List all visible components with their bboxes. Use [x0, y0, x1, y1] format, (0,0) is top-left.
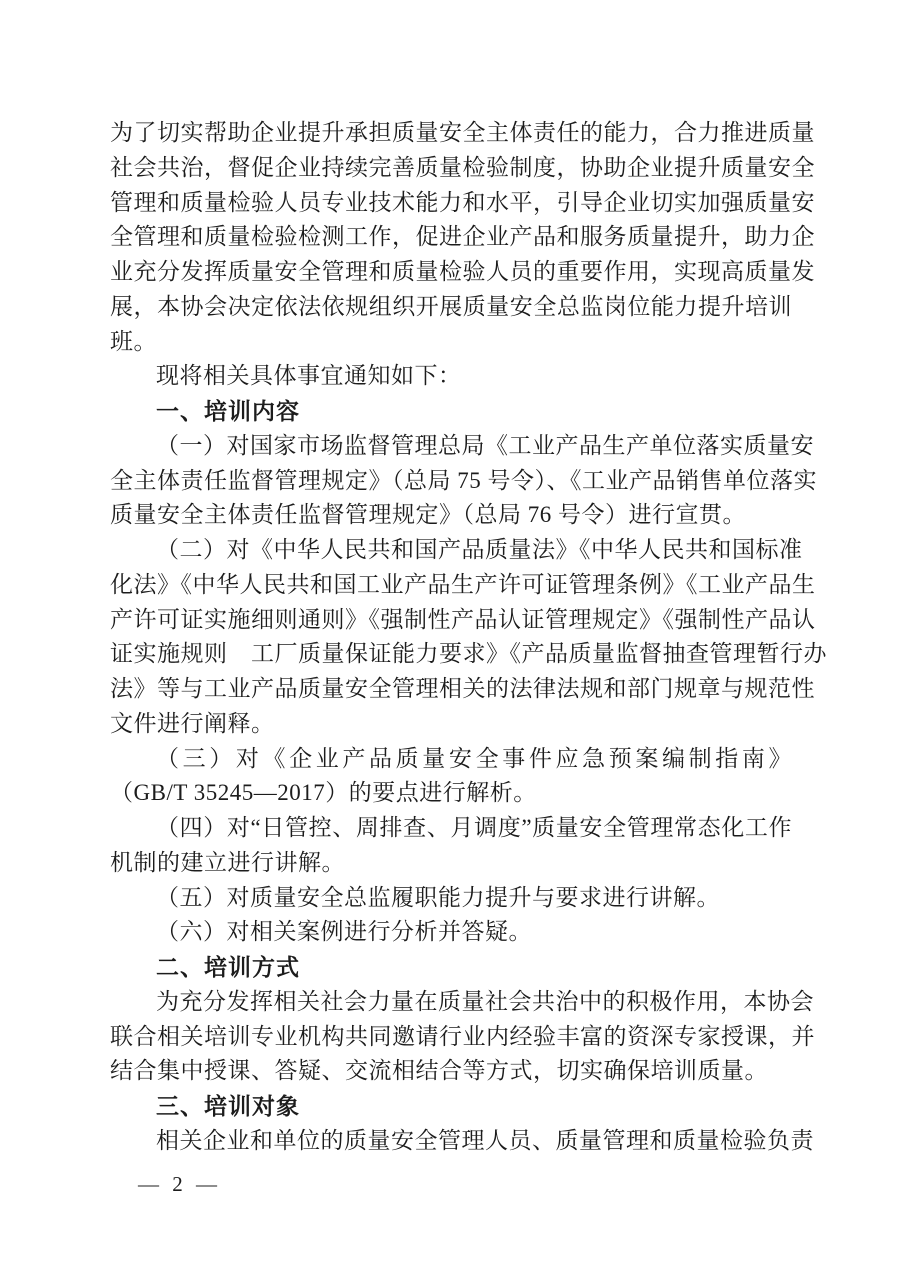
- text-line: 文件进行阐释。: [110, 710, 275, 736]
- text-line: 全管理和质量检验检测工作，促进企业产品和服务质量提升，助力企: [110, 224, 815, 250]
- text-line: （三）对《企业产品质量安全事件应急预案编制指南》: [156, 745, 792, 771]
- text-line: 全主体责任监督管理规定》（总局 75 号令）、《工业产品销售单位落实: [110, 467, 817, 493]
- text-line: （五）对质量安全总监履职能力提升与要求进行讲解。: [156, 884, 720, 910]
- heading-line: 三、培训对象: [156, 1093, 300, 1119]
- text-line: 法》等与工业产品质量安全管理相关的法律法规和部门规章与规范性: [110, 676, 815, 701]
- text-line: 结合集中授课、答疑、交流相结合等方式，切实确保培训质量。: [110, 1058, 768, 1084]
- text-line: 展，本协会决定依法依规组织开展质量安全总监岗位能力提升培训: [110, 293, 792, 319]
- text-line: （二）对《中华人民共和国产品质量法》《中华人民共和国标准: [156, 537, 803, 562]
- text-line: 为了切实帮助企业提升承担质量安全主体责任的能力，合力推进质量: [110, 120, 815, 145]
- text-line: （四）对“日管控、周排查、月调度”质量安全管理常态化工作: [156, 815, 792, 840]
- text-line: 化法》《中华人民共和国工业产品生产许可证管理条例》《工业产品生: [110, 571, 816, 597]
- heading-line: 一、培训内容: [156, 398, 300, 424]
- text-line: 现将相关具体事宜通知如下：: [156, 363, 462, 389]
- text-line: 产许可证实施细则通则》《强制性产品认证管理规定》《强制性产品认: [110, 606, 816, 632]
- text-line: 业充分发挥质量安全管理和质量检验人员的重要作用，实现高质量发: [110, 259, 815, 284]
- heading-line: 二、培训方式: [156, 954, 300, 980]
- text-line: 质量安全主体责任监督管理规定》（总局 76 号令）进行宣贯。: [110, 502, 746, 528]
- text-line: 为充分发挥相关社会力量在质量社会共治中的积极作用，本协会: [156, 988, 814, 1014]
- text-line: 班。: [110, 328, 157, 354]
- document-body: [110, 116, 827, 1159]
- text-line: 联合相关培训专业机构共同邀请行业内经验丰富的资深专家授课，并: [110, 1023, 815, 1049]
- page-number: — 2 —: [138, 1172, 221, 1196]
- text-line: 管理和质量检验人员专业技术能力和水平，引导企业切实加强质量安: [110, 189, 815, 215]
- text-line: 相关企业和单位的质量安全管理人员、质量管理和质量检验负责: [156, 1127, 814, 1153]
- text-line: 证实施规则 工厂质量保证能力要求》《产品质量监督抽查管理暂行办: [110, 641, 827, 667]
- text-line: （六）对相关案例进行分析并答疑。: [156, 919, 532, 945]
- text-line: （一）对国家市场监督管理总局《工业产品生产单位落实质量安: [156, 432, 814, 458]
- text-line: 机制的建立进行讲解。: [110, 849, 345, 875]
- text-line: （GB/T 35245—2017）的要点进行解析。: [110, 780, 537, 806]
- text-line: 社会共治，督促企业持续完善质量检验制度，协助企业提升质量安全: [110, 154, 815, 180]
